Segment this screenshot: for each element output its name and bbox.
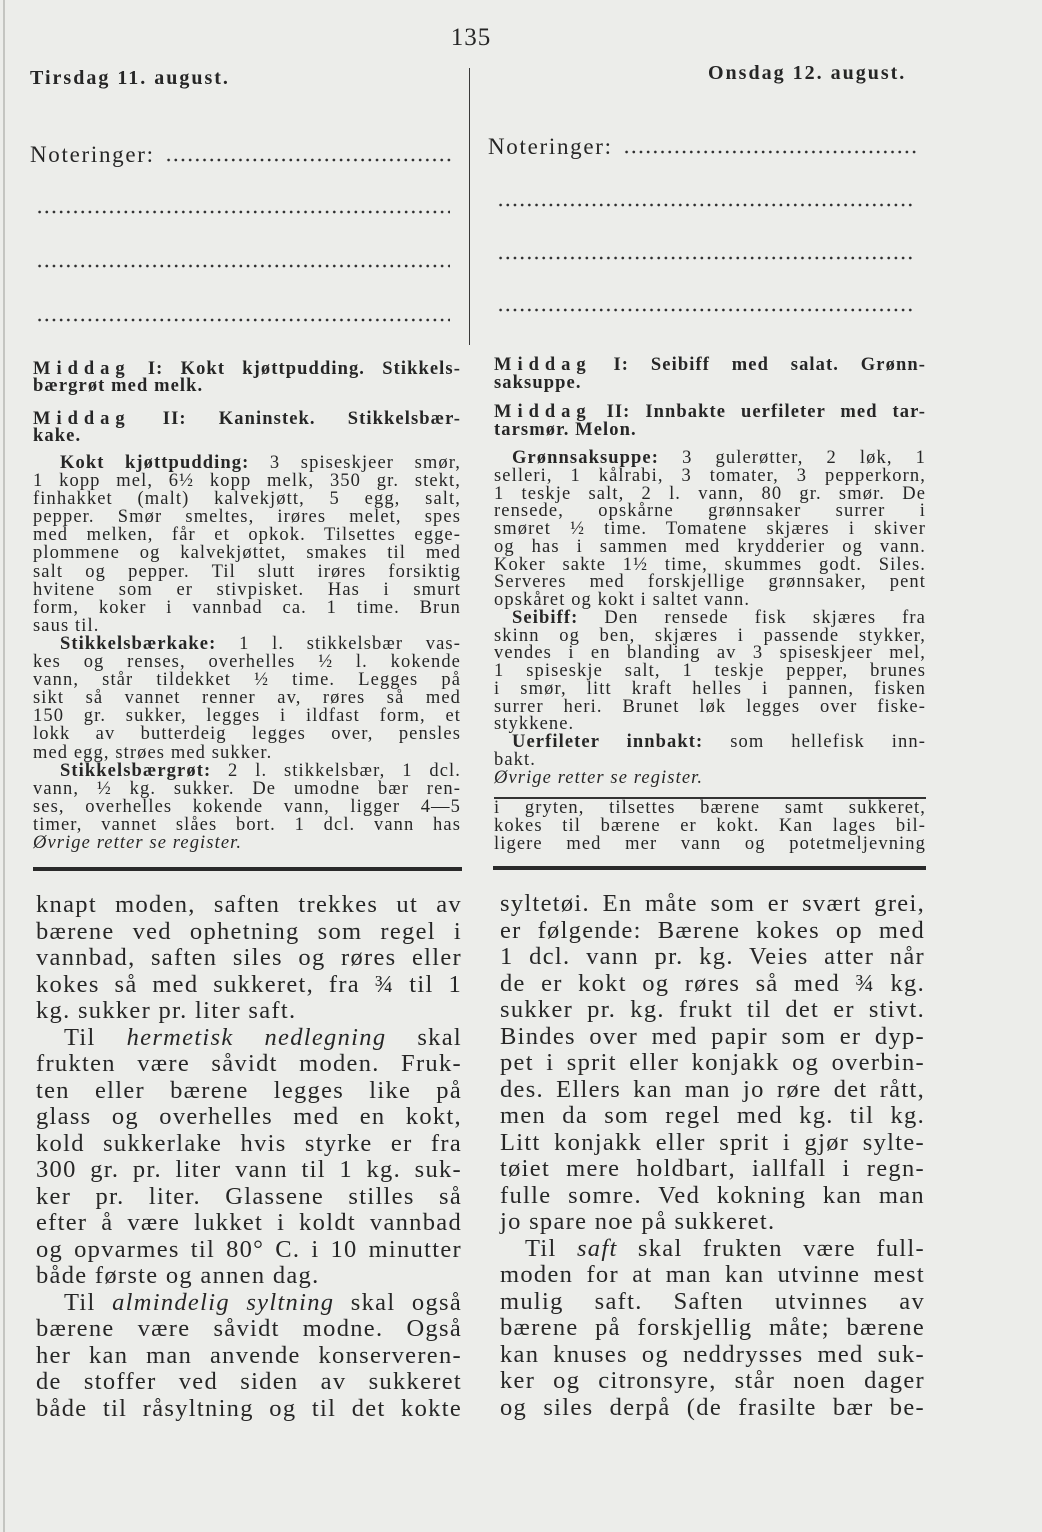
- recipe-text: kokes til bærene er kokt. Kan lages bil-: [494, 816, 926, 836]
- recipe-text: finhakket (malt) kalvekjøtt, 5 egg, salt,: [33, 489, 461, 510]
- recipe-line: [33, 762, 461, 780]
- body-line: [36, 1290, 462, 1317]
- body-line: de stoffer ved siden av sukkeret: [36, 1368, 462, 1395]
- body-text: Til: [525, 1234, 577, 1262]
- body-line: og siles derpå (de frasilte bær be-: [500, 1393, 925, 1421]
- notes-dotted-line: [497, 256, 915, 260]
- recipe-line: [33, 744, 461, 762]
- meal-number: II:: [162, 409, 187, 429]
- recipe-text: saus til.: [33, 615, 100, 636]
- meal-label: Middag: [33, 409, 131, 429]
- body-line: syltetøi. En måte som er svært grei,: [500, 890, 925, 917]
- notes-dotted-line: [623, 150, 916, 154]
- recipe-text: 1 l. stikkelsbær vas-: [239, 633, 461, 654]
- recipe-text: 1 kopp mel, 6½ kopp melk, 350 gr. stekt,: [33, 471, 461, 492]
- body-line: jo spare noe på sukkeret.: [500, 1208, 776, 1235]
- recipe-line: [33, 707, 461, 725]
- meal-line: [494, 374, 926, 392]
- recipe-line: [33, 526, 461, 544]
- meal-entry: [494, 356, 926, 392]
- column-divider: [469, 68, 470, 345]
- recipe-text: opskåret og kokt i saltet vann.: [494, 590, 751, 611]
- recipe-text: Koker sakte 1½ time, skummes godt. Siles.: [494, 554, 926, 575]
- body-column-left: [36, 892, 462, 1422]
- recipe-text: ses, overhelles kokende vann, ligger 4—5: [33, 796, 461, 817]
- day-header-tuesday: Tirsdag 11. august.: [30, 67, 230, 89]
- recipe-text: form, koker i vannbad ca. 1 time. Brun: [33, 597, 461, 618]
- recipe-text: plommene og kalvekjøttet, smakes til med: [33, 543, 461, 564]
- recipe-text: salt og pepper. Til slutt irøres forsiktig: [33, 561, 461, 582]
- body-line: bærene ved ophetning som regel i: [36, 917, 462, 945]
- body-line: mulig saft. Saften utvinnes av: [500, 1287, 925, 1315]
- meal-text: kake.: [33, 426, 82, 446]
- recipe-line: [33, 581, 461, 599]
- recipe-text: Den rensede fisk skjæres fra: [604, 607, 926, 628]
- body-line: [36, 1025, 462, 1052]
- meal-entry: [494, 403, 926, 439]
- notes-dotted-line: [165, 158, 453, 162]
- see-register-note: Øvrige retter se register.: [33, 832, 243, 853]
- notes-dotted-line: [36, 318, 450, 322]
- body-line: kan knuses og neddrysses med suk-: [500, 1340, 925, 1368]
- recipe-line: [494, 817, 926, 835]
- recipe-text: pepper. Smør smeltes, irøres melet, spes: [33, 507, 461, 528]
- recipe-text: surrer heri. Brunet løk legges over fiske-: [494, 696, 926, 717]
- recipe-line: [33, 454, 461, 472]
- recipe-title: Kokt kjøttpudding:: [60, 453, 250, 473]
- body-line: både første og annen dag.: [36, 1262, 320, 1289]
- recipe-line: [33, 490, 461, 508]
- recipe-text: vann, står tildekket ½ time. Legges på: [33, 670, 461, 691]
- body-line: frukten være såvidt moden. Fruk-: [36, 1050, 462, 1077]
- recipe-text: 3 spiseskjeer smør,: [269, 453, 461, 473]
- body-line: ker og citronsyre, står noen dager: [500, 1367, 925, 1394]
- meal-entry: [33, 361, 461, 395]
- recipe-line: [494, 734, 926, 752]
- recipe-line: [33, 798, 461, 816]
- body-line: ten eller bærene legges like på: [36, 1076, 462, 1104]
- meal-line: [494, 421, 926, 439]
- menu-wednesday: [494, 356, 926, 450]
- recipe-line: [33, 635, 461, 653]
- body-line: her kan man anvende konserveren-: [36, 1341, 462, 1369]
- recipe-line: [33, 653, 461, 671]
- body-line: både til råsyltning og til det kokte: [36, 1394, 462, 1422]
- body-line: men da som regel med kg. til kg.: [500, 1102, 925, 1129]
- recipe-title: Uerfileter innbakt:: [512, 732, 704, 753]
- meal-text: bærgrøt med melk.: [33, 376, 204, 396]
- recipe-text: lokk av butterdeig legges over, pensles: [33, 724, 461, 745]
- meal-text: Seibiff med salat. Grønn-: [650, 355, 926, 375]
- recipe-continuation: [494, 799, 926, 853]
- notes-dotted-line: [36, 264, 450, 268]
- recipe-text: bakt.: [494, 750, 536, 771]
- page-edge: [3, 0, 5, 1532]
- meal-number: II:: [606, 402, 631, 422]
- page-number: 135: [450, 24, 492, 51]
- body-line: tøiet mere holdbart, iallfall i regn-: [500, 1155, 925, 1182]
- body-line: er følgende: Bærene kokes op med: [500, 916, 925, 944]
- meal-label: Middag: [494, 355, 592, 375]
- recipe-text: 150 gr. sukker, legges i ildfast form, et: [33, 706, 461, 727]
- meal-entry: [33, 411, 461, 445]
- meal-line: [494, 356, 926, 374]
- body-line: kokes så med sukkeret, fra ¾ til 1: [36, 970, 462, 998]
- body-text: skal også: [334, 1288, 462, 1316]
- meal-label: Middag: [33, 359, 131, 379]
- day-header-wednesday: Onsdag 12. august.: [708, 62, 907, 84]
- meal-text: Innbakte uerfileter med tar-: [645, 402, 926, 422]
- emphasis: almindelig syltning: [112, 1288, 335, 1316]
- body-line: 300 gr. pr. liter vann til 1 kg. suk-: [36, 1156, 462, 1183]
- recipe-text: sikt så vannet renner av, røres så med: [33, 688, 461, 709]
- recipe-text: kes og renses, overhelles ½ l. kokende: [33, 652, 461, 673]
- body-text: Til: [64, 1288, 113, 1316]
- notes-row-left: [30, 141, 453, 169]
- recipe-text: i gryten, tilsettes bærene samt sukkeret,: [494, 798, 926, 818]
- recipe-text: som hellefisk inn-: [730, 732, 926, 753]
- notes-row-right: [488, 133, 916, 161]
- body-line: de er kokt og røres så med ¾ kg.: [500, 969, 925, 997]
- notes-dotted-line: [497, 308, 915, 312]
- recipe-line: [33, 816, 461, 834]
- recipe-line: [33, 780, 461, 798]
- notes-label: Noteringer:: [30, 142, 155, 167]
- meal-number: I:: [613, 355, 630, 375]
- recipe-line: [33, 617, 461, 635]
- body-line: vannbad, saften siles og røres eller: [36, 944, 462, 971]
- body-line: kold sukkerlake hvis styrke er fra: [36, 1129, 462, 1157]
- recipe-text: skinn og ben, skjæres i passende stykker,: [494, 625, 926, 646]
- body-line: Bindes over med papir som er dyp-: [500, 1022, 925, 1050]
- body-text: skal frukten være full-: [617, 1234, 925, 1262]
- recipe-text: ligere med mer vann og potetmeljevning: [494, 834, 926, 854]
- recipe-text: Serveres med forskjellige grønnsaker, pent: [494, 572, 926, 593]
- recipe-line: [33, 508, 461, 526]
- recipe-text: i smør, litt kraft helles i pannen, fisken: [494, 678, 926, 699]
- see-register-note: Øvrige retter se register.: [494, 767, 704, 788]
- meal-line: [494, 403, 926, 421]
- recipe-line: [33, 725, 461, 743]
- recipe-line: [33, 472, 461, 490]
- meal-text: Kokt kjøttpudding. Stikkels-: [180, 359, 461, 379]
- recipe-line: [33, 544, 461, 562]
- body-column-right: [500, 891, 925, 1421]
- recipe-text: hvitene som er stivpisket. Has i smurt: [33, 579, 461, 600]
- meal-line: [33, 428, 461, 445]
- meal-text: saksuppe.: [494, 373, 582, 393]
- recipe-text: 1 spiseskje salt, 1 teskje pepper, brunes: [494, 661, 926, 682]
- section-rule: [493, 866, 926, 870]
- recipe-text: smøret ½ time. Tomatene skjæres i skiver: [494, 519, 926, 540]
- emphasis: saft: [576, 1234, 618, 1262]
- recipe-text: vann, ½ kg. sukker. De umodne bær ren-: [33, 778, 461, 799]
- menu-tuesday: [33, 361, 461, 461]
- body-line: 1 dcl. vann pr. kg. Veies atter når: [500, 943, 925, 970]
- section-rule: [33, 867, 462, 871]
- notes-label: Noteringer:: [488, 134, 613, 159]
- recipe-line: [494, 799, 926, 817]
- body-text: Til: [64, 1023, 127, 1051]
- body-line: bærene være såvidt modne. Også: [36, 1315, 462, 1342]
- meal-line: [33, 411, 461, 428]
- meal-number: I:: [147, 359, 164, 379]
- recipe-text: med melken, får et opkok. Tilsettes egge-: [33, 525, 461, 546]
- body-text: skal: [386, 1023, 463, 1051]
- recipe-line: [33, 689, 461, 707]
- meal-line: [33, 378, 461, 395]
- body-line: knapt moden, saften trekkes ut av: [36, 891, 462, 918]
- recipe-text: timer, vannet slåes bort. 1 dcl. vann has: [33, 814, 461, 835]
- body-line: ker pr. liter. Glassene stilles så: [36, 1182, 462, 1210]
- body-line: Litt konjakk eller sprit i gjør sylte-: [500, 1128, 925, 1156]
- notes-dotted-line: [36, 210, 450, 214]
- meal-text: tarsmør. Melon.: [494, 420, 637, 440]
- body-line: pet i sprit eller konjakk og overbin-: [500, 1049, 925, 1076]
- recipes-tuesday: [33, 454, 461, 852]
- recipes-wednesday: [494, 450, 926, 788]
- notes-dotted-line: [497, 203, 915, 207]
- recipe-line: [33, 671, 461, 689]
- body-line: efter å være lukket i koldt vannbad: [36, 1209, 462, 1236]
- meal-label: Middag: [494, 402, 592, 422]
- body-line: og opvarmes til 80° C. i 10 minutter: [36, 1235, 462, 1263]
- recipe-text: 3 gulerøtter, 2 løk, 1: [682, 448, 926, 468]
- recipe-text: 1 teskje salt, 2 l. vann, 80 gr. smør. De: [494, 483, 926, 504]
- body-line: [500, 1236, 925, 1263]
- body-line: bærene på forskjellig måte; bærene: [500, 1314, 925, 1341]
- recipe-text: og has i sammen med krydderier og vann.: [494, 536, 926, 557]
- body-line: fulle somre. Ved kokning kan man: [500, 1181, 925, 1209]
- recipe-title: Seibiff:: [512, 607, 579, 628]
- body-line: sukker pr. kg. frukt til det er stivt.: [500, 996, 925, 1023]
- recipe-title: Stikkelsbærkake:: [60, 633, 217, 654]
- recipe-text: med egg, strøes med sukker.: [33, 742, 273, 763]
- recipe-text: 2 l. stikkelsbær, 1 dcl.: [228, 760, 461, 781]
- recipe-line: [494, 835, 926, 853]
- body-line: kg. sukker pr. liter saft.: [36, 997, 297, 1024]
- recipe-text: stykkene.: [494, 714, 575, 735]
- body-line: glass og overhelles med en kokt,: [36, 1103, 462, 1130]
- meal-text: Kaninstek. Stikkelsbær-: [218, 409, 461, 429]
- recipe-line: [33, 599, 461, 617]
- recipe-text: vendes i en blanding av 3 spiseskjeer mel,: [494, 643, 926, 664]
- emphasis: hermetisk nedlegning: [126, 1023, 387, 1051]
- body-line: moden for at man kan utvinne mest: [500, 1261, 925, 1288]
- body-line: des. Ellers kan man jo røre det rått,: [500, 1075, 925, 1103]
- recipe-line: [33, 563, 461, 581]
- recipe-text: selleri, 1 kålrabi, 3 tomater, 3 pepperkorn,: [494, 465, 926, 486]
- recipe-title: Stikkelsbærgrøt:: [60, 760, 212, 781]
- recipe-title: Grønnsaksuppe:: [512, 448, 660, 468]
- recipe-text: rensede, opskårne grønnsaker surrer i: [494, 501, 926, 522]
